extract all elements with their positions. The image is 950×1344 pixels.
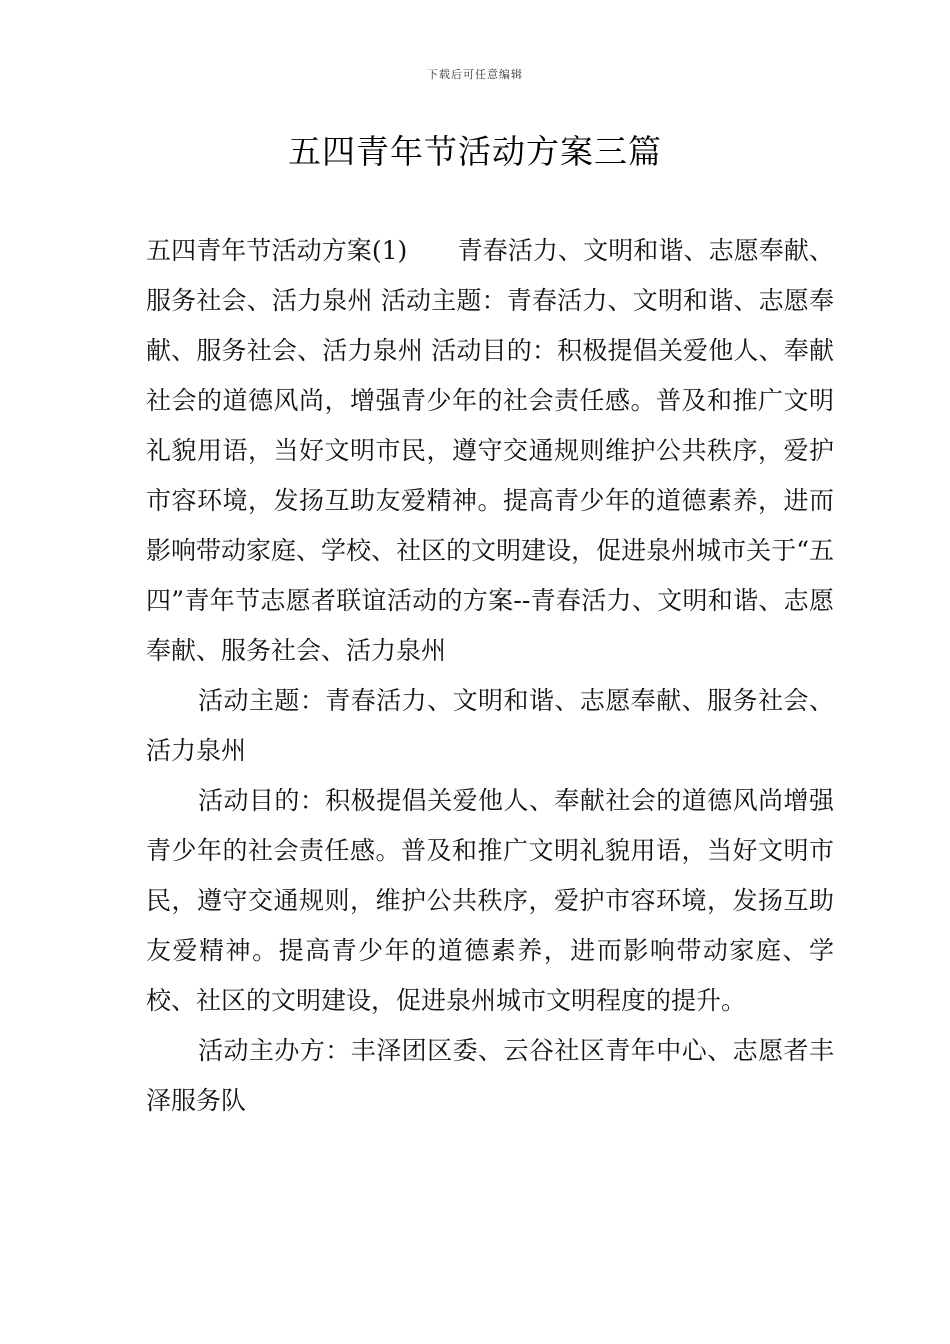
paragraph-intro: 五四青年节活动方案(1) 青春活力、文明和谐、志愿奉献、服务社会、活力泉州 活动主题：青春活力、文明和谐、志愿奉献、服务社会、活力泉州 活动目的：积极提倡关爱他人、奉献社会的道德风尚，增强青少年的社会责任感。普及和推广文明礼貌用语，当好文明市民，遵守交通规则维护公共秩序，爱护市容环境，发扬互助友爱精神。提高青少年的道德素养，进而影响带动家庭、学校、社区的文明建设，促进泉州城市关于“五四”青年节志愿者联谊活动的方案--青春活力、文明和谐、志愿奉献、服务社会、活力泉州 [146, 236, 834, 665]
document-title: 五四青年节活动方案三篇 [288, 132, 662, 171]
document-body [146, 226, 834, 1126]
paragraph-organizer: 活动主办方：丰泽团区委、云谷社区青年中心、志愿者丰泽服务队 [146, 1036, 834, 1115]
paragraph-purpose: 活动目的：积极提倡关爱他人、奉献社会的道德风尚增强青少年的社会责任感。普及和推广文明礼貌用语，当好文明市民，遵守交通规则，维护公共秩序，爱护市容环境，发扬互助友爱精神。提高青少年的道德素养，进而影响带动家庭、学校、社区的文明建设，促进泉州城市文明程度的提升。 [146, 786, 834, 1015]
paragraph-theme: 活动主题：青春活力、文明和谐、志愿奉献、服务社会、活力泉州 [146, 686, 834, 765]
header-note: 下载后可任意编辑 [427, 68, 523, 81]
